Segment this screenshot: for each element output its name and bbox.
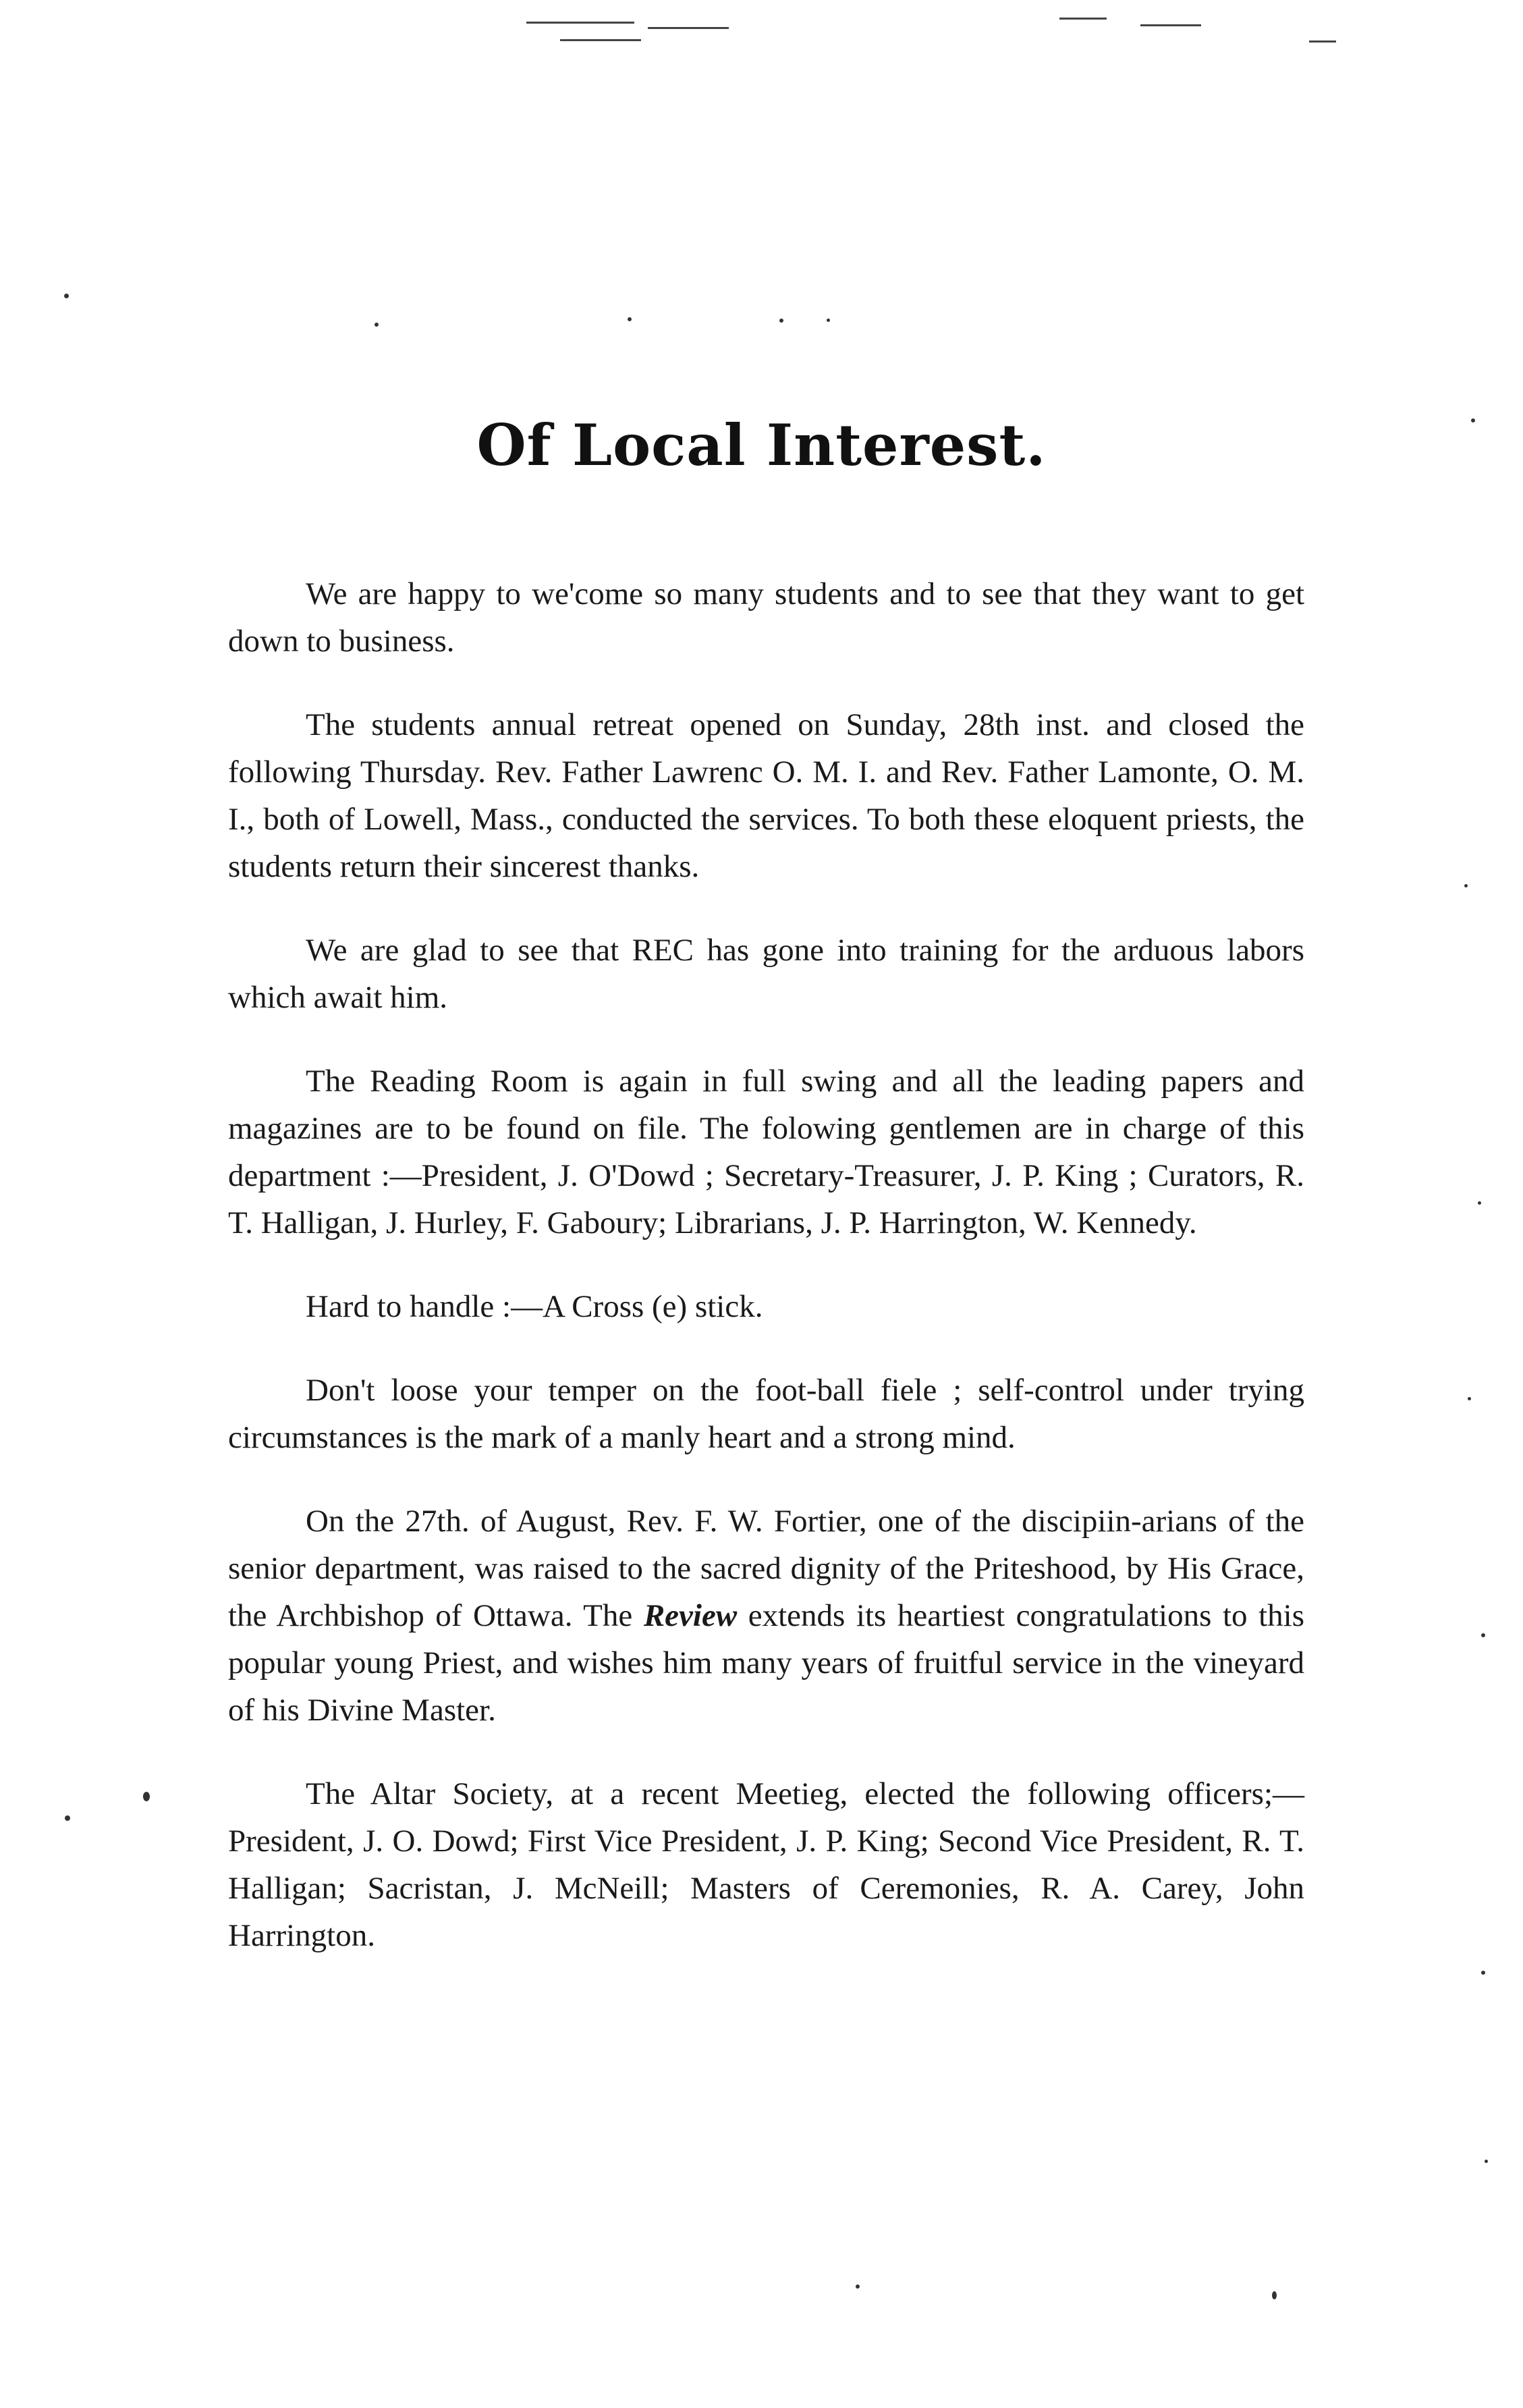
paragraph-retreat: The students annual retreat opened on Sunday, 28th inst. and closed the following Thursday. Rev. Father Lawrenc O. M. I. and Rev. Father Lamonte, O. M. I., both of Lowell, Mass., conducted the services. To both these eloquent priests, the students return their sincerest thanks. bbox=[228, 707, 1304, 884]
scan-speck bbox=[1481, 1633, 1485, 1637]
scan-speck bbox=[1485, 2160, 1488, 2163]
paragraph-welcome: We are happy to we'come so many students and to see that they want to get down to business. bbox=[228, 576, 1304, 659]
paragraph-ordination bbox=[228, 1498, 1304, 1734]
paragraph-altar-society: The Altar Society, at a recent Meetieg, elected the following officers;—President, J. O. Dowd; First Vice President, J. P. King; Second Vice President, R. T. Halligan; Sacristan, J. McNeill; Masters of Ceremonies, R. A. Carey, John Harrington. bbox=[228, 1776, 1304, 1953]
scan-speck bbox=[64, 294, 69, 298]
paragraph-joke: Hard to handle :—A Cross (e) stick. bbox=[306, 1289, 763, 1324]
scan-speck bbox=[628, 317, 632, 321]
scan-speck bbox=[526, 22, 634, 24]
page-title: Of Local Interest. bbox=[476, 412, 1047, 478]
review-emphasis: Review bbox=[643, 1598, 738, 1633]
paragraph-ordination-text-before: On the 27th. of August, Rev. F. W. Fortier, one of the discipiin-arians of the senior department, was raised to the sacred dignity of the Priteshood, by His Grace, the Archbishop of Ottawa. The bbox=[228, 1504, 1304, 1633]
scan-speck bbox=[1272, 2291, 1277, 2299]
scan-speck bbox=[779, 319, 783, 323]
scan-speck bbox=[1309, 40, 1336, 43]
scan-speck bbox=[1468, 1397, 1471, 1400]
scan-speck bbox=[1481, 1971, 1485, 1975]
scan-speck bbox=[1464, 884, 1468, 887]
paragraph-reading-room: The Reading Room is again in full swing and all the leading papers and magazines are to be found on file. The folowing gentlemen are in charge of this department :—President, J. O'Dowd ; Secretary-Treasurer, J. P. King ; Curators, R. T. Halligan, J. Hurley, F. Gaboury; Librarians, J. P. Harrington, W. Kennedy. bbox=[228, 1064, 1304, 1240]
paragraph-football: Don't loose your temper on the foot-ball fiele ; self-control under trying circumstances is the mark of a manly heart and a strong mind. bbox=[228, 1373, 1304, 1455]
scan-speck bbox=[1140, 24, 1201, 26]
article-body bbox=[228, 570, 1304, 1996]
scan-speck bbox=[143, 1792, 150, 1801]
scan-speck bbox=[827, 319, 830, 322]
scan-speck bbox=[1059, 18, 1107, 20]
scan-speck bbox=[65, 1815, 70, 1821]
scan-speck bbox=[648, 27, 729, 29]
scan-speck bbox=[856, 2284, 860, 2289]
paragraph-ordination-text-after: extends its heartiest congratulations to this popular young Priest, and wishes him many years of fruitful service in the vineyard of his Divine Master. bbox=[228, 1598, 1304, 1728]
paragraph-training: We are glad to see that REC has gone into training for the arduous labors which await him. bbox=[228, 933, 1304, 1015]
scan-speck bbox=[375, 323, 379, 327]
scan-speck bbox=[560, 39, 641, 41]
scan-speck bbox=[1478, 1201, 1481, 1205]
